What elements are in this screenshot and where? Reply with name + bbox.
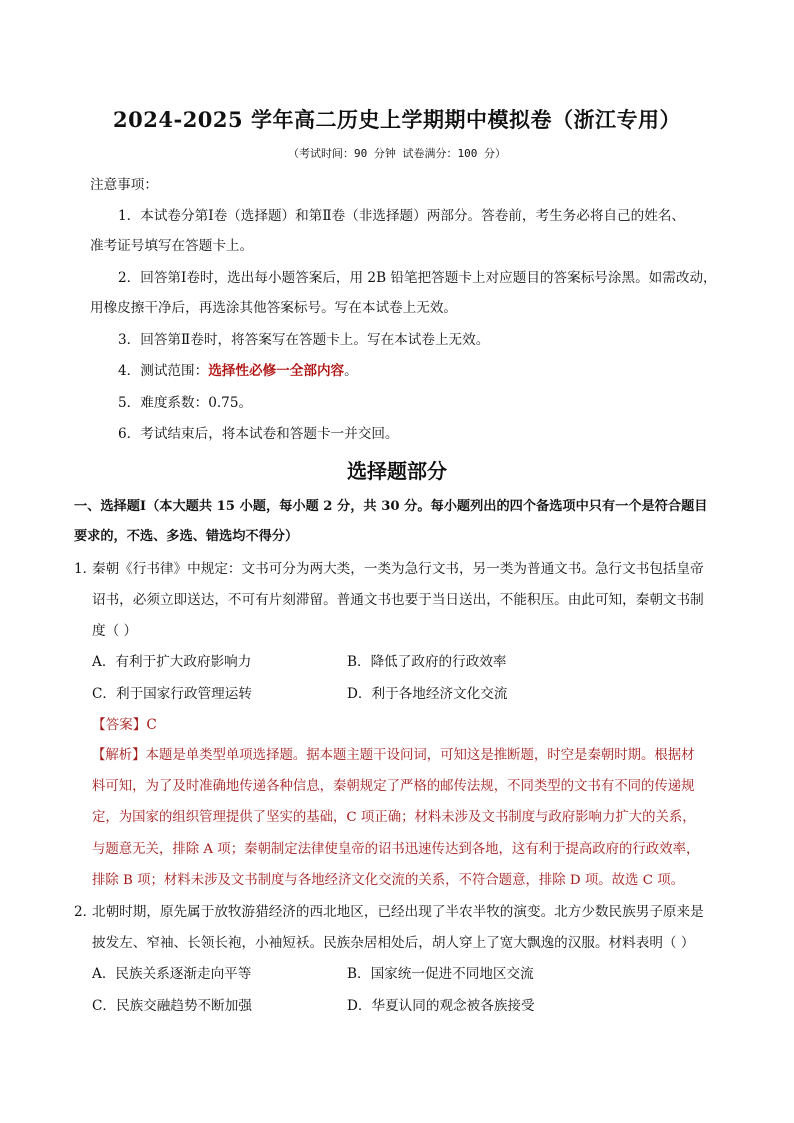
question-2-number: 2．	[74, 904, 97, 920]
page-title: 2024-2025 学年高二历史上学期期中模拟卷（浙江专用）	[113, 107, 681, 132]
question-2-option-a: A．民族关系逐渐走向平等	[92, 966, 252, 982]
question-1-answer: 【答案】C	[92, 717, 157, 733]
question-1-analysis-line-5: 排除 B 项；材料未涉及文书制度与各地经济文化交流的关系，不符合题意，排除 D 项。故选 C 项。	[92, 873, 684, 888]
note-4	[118, 361, 358, 381]
question-2-line-2: 披发左、窄袖、长领长袍，小袖短袄。民族杂居相处后，胡人穿上了宽大飘逸的汉服。材料表明（ ）	[92, 935, 695, 951]
question-1-line-3: 度（ ）	[92, 623, 138, 639]
question-1-analysis-line-1: 【解析】本题是单类型单项选择题。据本题主题干设问词，可知这是推断题，时空是秦朝时期。根据材	[92, 748, 695, 763]
part-heading-line-2: 要求的，不选、多选、错选均不得分）	[74, 529, 299, 544]
question-1-line-2: 诏书，必须立即送达，不可有片刻滞留。普通文书也要于当日送出，不能积压。由此可知，秦朝文书制	[92, 592, 704, 608]
section-title: 选择题部分	[347, 459, 447, 483]
notes-heading: 注意事项：	[90, 177, 158, 193]
note-4-prefix: 4．测试范围：	[118, 363, 209, 379]
question-2-option-b: B．国家统一促进不同地区交流	[347, 966, 534, 982]
question-1-option-b: B．降低了政府的行政效率	[347, 654, 507, 670]
question-1-analysis-line-2: 料可知，为了及时准确地传递各种信息，秦朝规定了严格的邮传法规，不同类型的文书有不同的传递规	[92, 779, 695, 794]
question-1-analysis-line-4: 与题意无关，排除 A 项；秦朝制定法律使皇帝的诏书迅速传达到各地，这有利于提高政府的行政效率，	[92, 842, 700, 857]
note-1-line-1: 1．本试卷分第Ⅰ卷（选择题）和第Ⅱ卷（非选择题）两部分。答卷前，考生务必将自己的姓名、	[118, 208, 686, 224]
exam-info: （考试时间：90 分钟 试卷满分：100 分）	[288, 147, 506, 160]
question-1-number: 1．	[74, 561, 97, 577]
note-5: 5．难度系数：0.75。	[118, 395, 253, 411]
question-1-option-d: D．利于各地经济文化交流	[347, 686, 508, 702]
question-2-option-d: D．华夏认同的观念被各族接受	[347, 998, 535, 1014]
note-2-line-1: 2．回答第Ⅰ卷时，选出每小题答案后，用 2B 铅笔把答题卡上对应题目的答案标号涂黑。如需改动，	[118, 270, 717, 286]
part-heading-line-1: 一、选择题Ⅰ（本大题共 15 小题，每小题 2 分，共 30 分。每小题列出的四个备选项中只有一个是符合题目	[74, 499, 708, 514]
question-1-option-c: C．利于国家行政管理运转	[92, 686, 252, 702]
question-1-analysis-line-3: 定，为国家的组织管理提供了坚实的基础，C 项正确；材料未涉及文书制度与政府影响力扩大的关系，	[92, 810, 696, 825]
note-6: 6．考试结束后，将本试卷和答题卡一并交回。	[118, 426, 399, 442]
question-1-option-a: A．有利于扩大政府影响力	[92, 654, 252, 670]
question-1-line-1: 秦朝《行书律》中规定：文书可分为两大类，一类为急行文书，另一类为普通文书。急行文书包括皇帝	[92, 561, 704, 577]
note-1-line-2: 准考证号填写在答题卡上。	[90, 238, 254, 254]
test-scope: 选择性必修一全部内容	[208, 363, 345, 379]
note-2-line-2: 用橡皮擦干净后，再选涂其他答案标号。写在本试卷上无效。	[90, 300, 458, 316]
question-2-line-1: 北朝时期，原先属于放牧游猎经济的西北地区，已经出现了半农半牧的演变。北方少数民族男子原来是	[92, 904, 704, 920]
note-3: 3．回答第Ⅱ卷时，将答案写在答题卡上。写在本试卷上无效。	[118, 332, 490, 348]
question-2-option-c: C．民族交融趋势不断加强	[92, 998, 252, 1014]
note-4-suffix: 。	[344, 363, 358, 379]
